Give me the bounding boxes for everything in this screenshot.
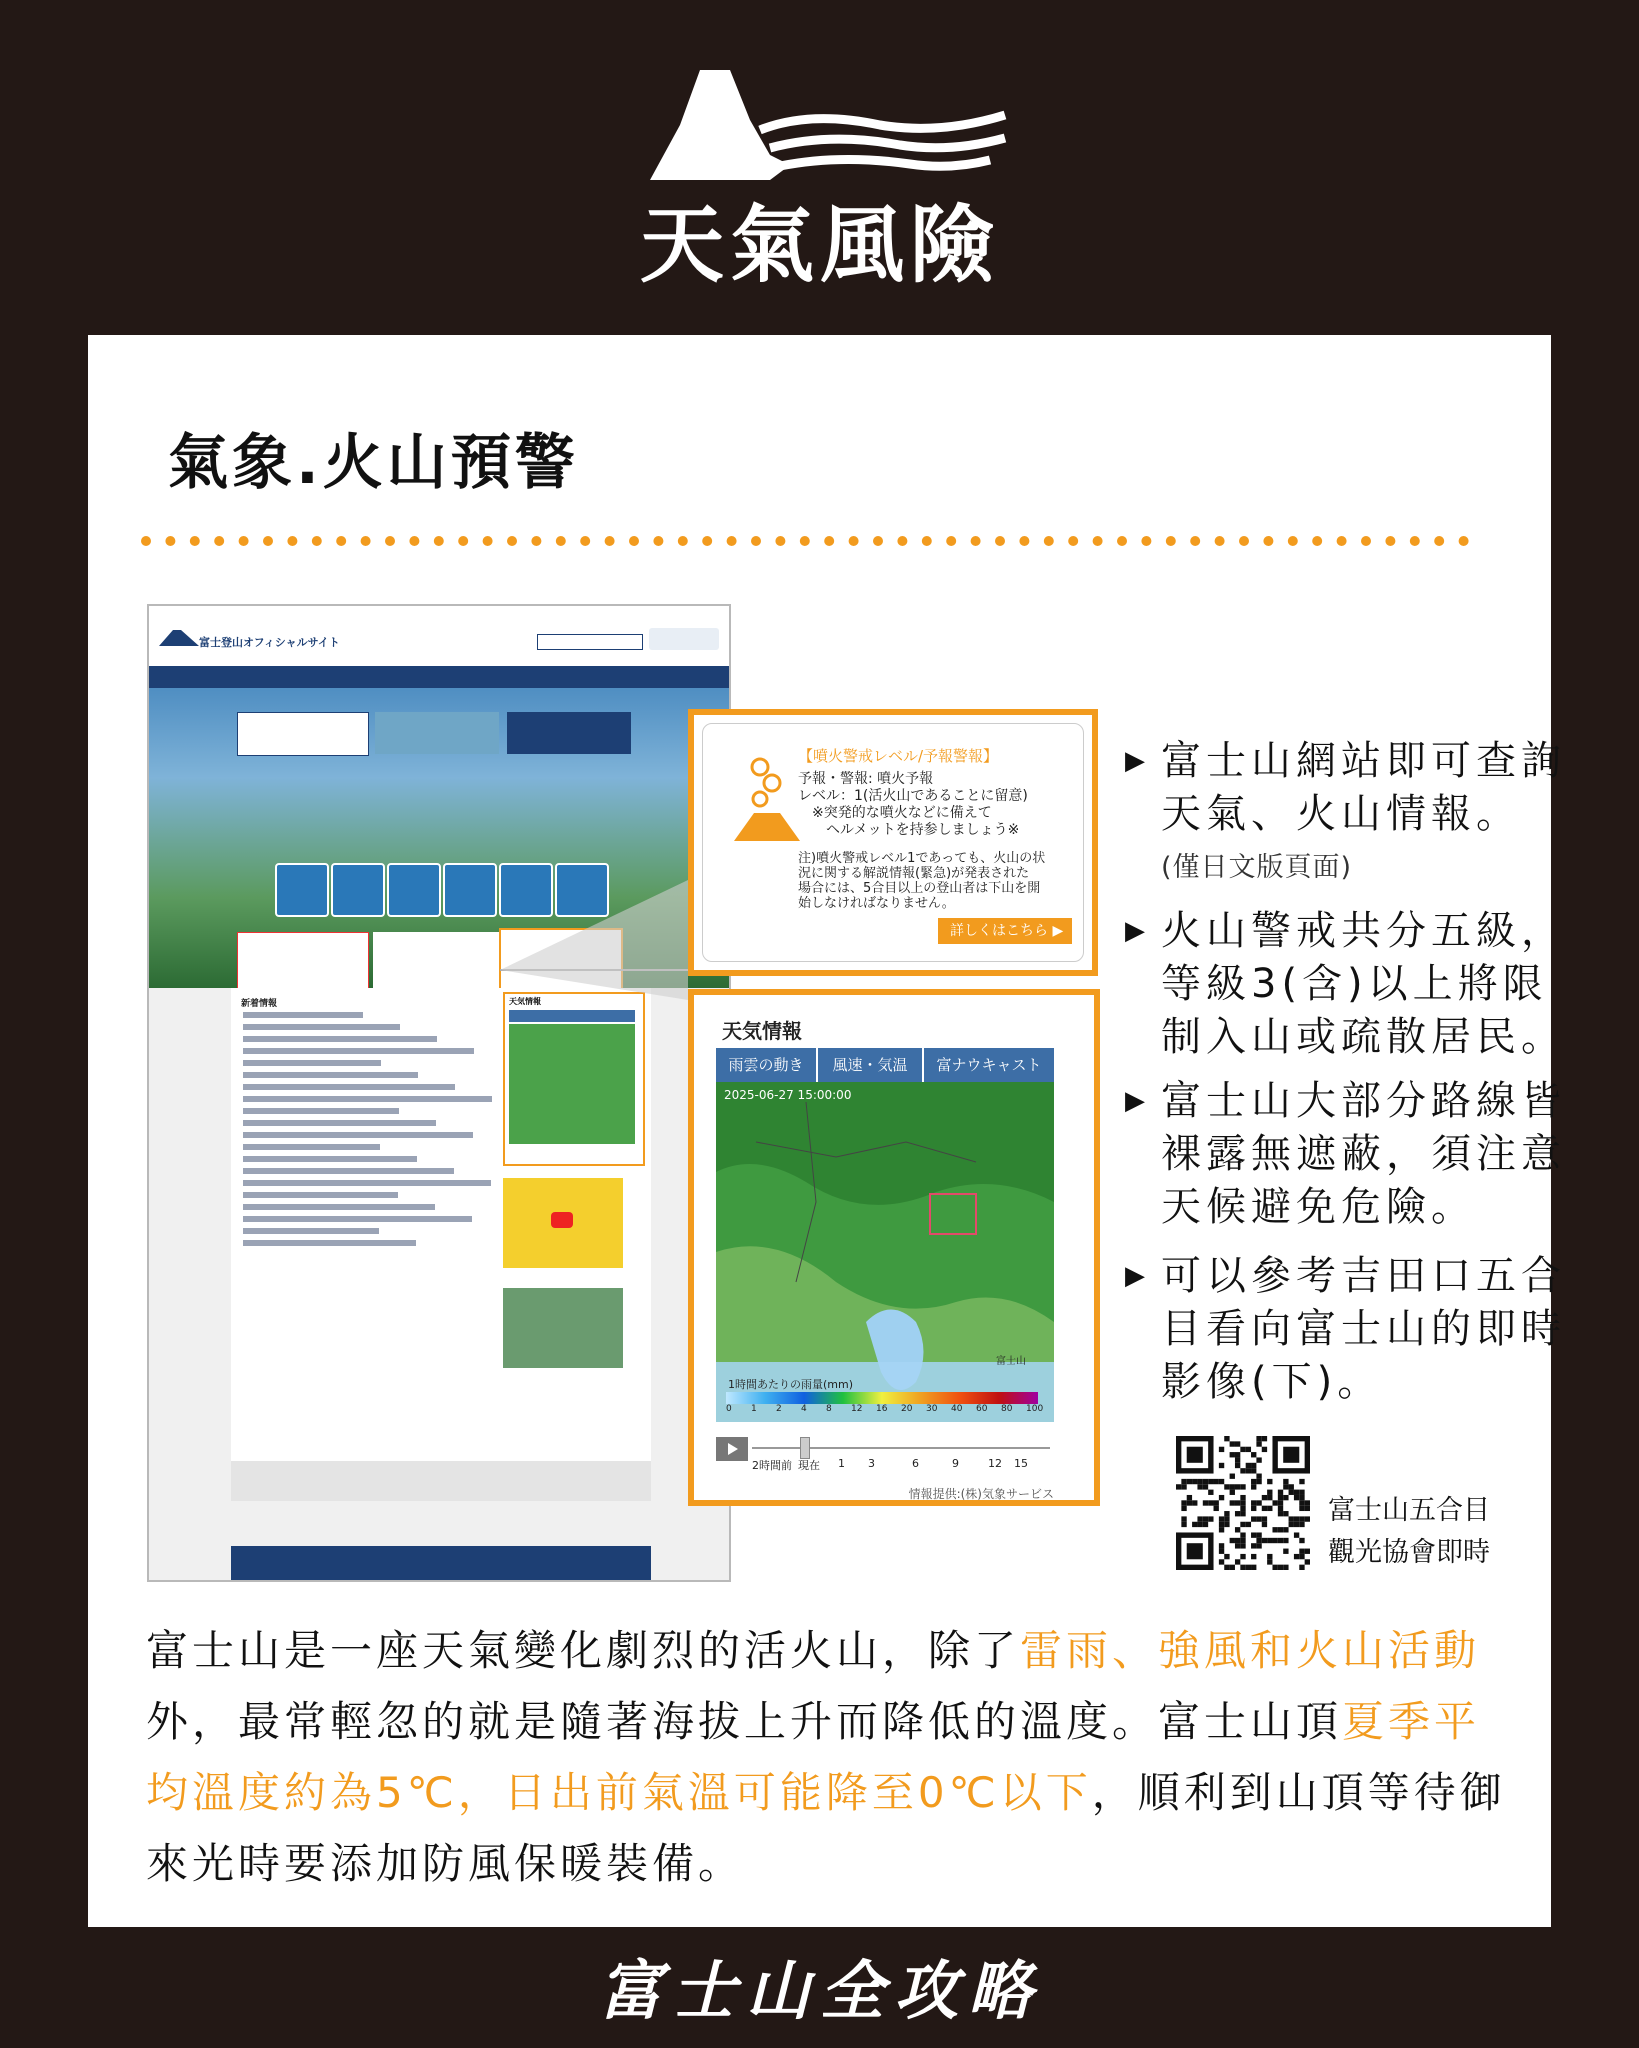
legend-tick: 20	[901, 1404, 913, 1414]
news-item[interactable]	[243, 1120, 436, 1126]
mount-fuji-logo-icon	[650, 70, 1010, 190]
volcano-body: 予報・警報: 噴火予報 レベル：1(活火山であることに留意) ※突発的な噴火などに備えて ヘルメットを持参しましょう※	[798, 771, 1028, 838]
news-item[interactable]	[243, 1108, 399, 1114]
bullet-arrow-icon: ▶	[1125, 1086, 1150, 1116]
site-search-input[interactable]	[537, 634, 643, 650]
weather-mini-map	[509, 1024, 635, 1144]
player-label: 現在	[798, 1459, 820, 1472]
timeline-track[interactable]	[752, 1447, 1050, 1449]
header-title: 天氣風險	[639, 196, 1000, 294]
legend-tick: 40	[951, 1404, 963, 1414]
legend-tick: 60	[976, 1404, 988, 1414]
site-banner-row[interactable]	[231, 1461, 651, 1501]
rain-radar-map	[716, 1082, 1054, 1422]
bullet-arrow-icon: ▶	[1125, 746, 1150, 776]
weather-tabs	[716, 1048, 1054, 1082]
weather-mini-box[interactable]	[503, 992, 645, 1166]
section-title: 氣象.火山預警	[168, 428, 579, 498]
para-highlight-1: 雷雨、強風和火山活動	[1020, 1626, 1481, 1675]
qr-caption-line2: 觀光協會即時	[1328, 1537, 1490, 1568]
volcano-heading: 【噴火警戒レベル/予報警報】	[798, 747, 999, 765]
player-label: 12	[988, 1457, 1002, 1470]
news-item[interactable]	[243, 1228, 379, 1234]
bullet-text	[1161, 735, 1566, 894]
legend-tick: 1	[751, 1404, 757, 1414]
news-item[interactable]	[243, 1168, 454, 1174]
data-credit: 情報提供:(株)気象サービス	[908, 1487, 1054, 1501]
player-label: 9	[952, 1457, 959, 1470]
legend-tick: 16	[876, 1404, 888, 1414]
player-label: 1	[838, 1457, 845, 1470]
legend-tick: 8	[826, 1404, 832, 1414]
legend-tick: 12	[851, 1404, 863, 1414]
qr-code-icon[interactable]	[1176, 1436, 1310, 1570]
radar-timestamp: 2025-06-27 15:00:00	[724, 1088, 852, 1102]
legend-tick: 80	[1001, 1404, 1013, 1414]
news-item[interactable]	[243, 1240, 416, 1246]
bullet-arrow-icon: ▶	[1125, 916, 1150, 946]
news-item[interactable]	[243, 1036, 437, 1042]
news-item[interactable]	[243, 1216, 472, 1222]
dotted-divider	[140, 535, 1490, 547]
news-item[interactable]	[243, 1132, 473, 1138]
news-item[interactable]	[243, 1192, 398, 1198]
site-nav-bar[interactable]	[149, 666, 729, 688]
bullet-text	[1161, 1075, 1566, 1234]
news-item[interactable]	[243, 1012, 363, 1018]
player-label: 2時間前	[752, 1459, 792, 1472]
site-footer	[231, 1546, 651, 1582]
hero-tile-4[interactable]	[443, 863, 497, 917]
news-item[interactable]	[243, 1048, 474, 1054]
tab-fuji-nowcast[interactable]: 富ナウキャスト	[924, 1048, 1054, 1082]
bullet-arrow-icon: ▶	[1125, 1261, 1150, 1291]
player-label: 15	[1014, 1457, 1028, 1470]
tab-rain-clouds[interactable]: 雨雲の動き	[716, 1048, 816, 1082]
para-highlight-2: 夏季平均溫度約為5℃，日出前氣溫可能降至0℃以下	[146, 1697, 1481, 1817]
qr-caption-line1: 富士山五合目	[1328, 1495, 1490, 1526]
footer-title: 富士山全攻略	[598, 1955, 1042, 2029]
player-label: 3	[868, 1457, 875, 1470]
bullet-text	[1161, 905, 1566, 1064]
news-item[interactable]	[243, 1204, 435, 1210]
weather-info-callout	[688, 989, 1100, 1506]
rain-legend-bar	[726, 1392, 1038, 1404]
timeline-handle[interactable]	[800, 1437, 810, 1459]
legend-tick: 100	[1026, 1404, 1044, 1414]
connector-lines	[500, 700, 700, 1000]
play-button[interactable]	[716, 1437, 748, 1461]
site-header	[149, 606, 729, 666]
para-text-3: ，順利到山頂等待御來光時要添加防風保暖裝備。	[146, 1768, 1506, 1888]
weather-title: 天気情報	[722, 1019, 802, 1043]
news-title: 新着情報	[241, 999, 278, 1009]
news-item[interactable]	[243, 1084, 455, 1090]
hero-tile-2[interactable]	[331, 863, 385, 917]
volcano-icon	[734, 755, 800, 841]
hero-banner-1[interactable]	[237, 712, 369, 756]
legend-label: 1時間あたりの雨量(mm)	[728, 1378, 854, 1391]
body-paragraph	[146, 1615, 1506, 1899]
bullet-main-text: 富士山網站即可查詢天氣、火山情報。	[1161, 738, 1566, 837]
weather-mini-title: 天気情報	[509, 997, 541, 1006]
play-icon[interactable]	[551, 1212, 573, 1228]
tab-wind-temp[interactable]: 風速・気温	[818, 1048, 922, 1082]
volcano-alert-callout	[688, 709, 1098, 976]
news-item[interactable]	[243, 1156, 417, 1162]
hero-banner-2[interactable]	[375, 712, 499, 754]
bullet-main-text: 可以參考吉田口五合目看向富士山的即時影像(下)。	[1161, 1253, 1566, 1405]
bullet-sub-text: (僅日文版頁面)	[1161, 852, 1353, 883]
legend-tick: 2	[776, 1404, 782, 1414]
para-text-1: 富士山是一座天氣變化劇烈的活火山，除了	[146, 1626, 1021, 1675]
map-fuji-label: 富士山	[996, 1356, 1026, 1367]
legend-tick: 0	[726, 1404, 732, 1414]
news-item[interactable]	[243, 1096, 492, 1102]
radar-player	[716, 1435, 1054, 1475]
bullet-text	[1161, 1250, 1566, 1409]
site-main-content	[231, 988, 651, 1488]
news-item[interactable]	[243, 1144, 380, 1150]
news-item[interactable]	[243, 1060, 381, 1066]
legend-tick: 30	[926, 1404, 938, 1414]
weather-mini-tabs[interactable]	[509, 1010, 635, 1022]
hero-tile-3[interactable]	[387, 863, 441, 917]
bullet-main-text: 富士山大部分路線皆裸露無遮蔽，須注意天候避免危險。	[1161, 1078, 1566, 1230]
player-label: 6	[912, 1457, 919, 1470]
site-logo-icon	[159, 628, 199, 646]
volcano-note: 注)噴火警戒レベル1であっても、火山の状 況に関する解説情報(緊急)が発表された 場合には、5合目以上の登山者は下山を開 始しなければなりません。	[798, 851, 1046, 911]
safety-guide-video[interactable]	[503, 1178, 623, 1268]
news-item[interactable]	[243, 1072, 418, 1078]
bullet-main-text: 火山警戒共分五級，等級3(含)以上將限制入山或疏散居民。	[1161, 908, 1566, 1060]
legend-tick: 4	[801, 1404, 807, 1414]
site-name: 富士登山オフィシャルサイト	[199, 636, 340, 649]
play-icon	[716, 1437, 748, 1461]
news-item[interactable]	[243, 1024, 400, 1030]
qr-caption	[1328, 1490, 1528, 1574]
terrain-map-graphic	[716, 1082, 1054, 1422]
details-button[interactable]: 詳しくはこちら ▶	[938, 918, 1072, 944]
news-item[interactable]	[243, 1180, 491, 1186]
site-partner-logos	[649, 628, 719, 650]
para-text-2: 外，最常輕忽的就是隨著海拔上升而降低的溫度。富士山頂	[146, 1697, 1343, 1746]
hero-tile-1[interactable]	[275, 863, 329, 917]
live-camera-thumb[interactable]	[503, 1288, 623, 1368]
